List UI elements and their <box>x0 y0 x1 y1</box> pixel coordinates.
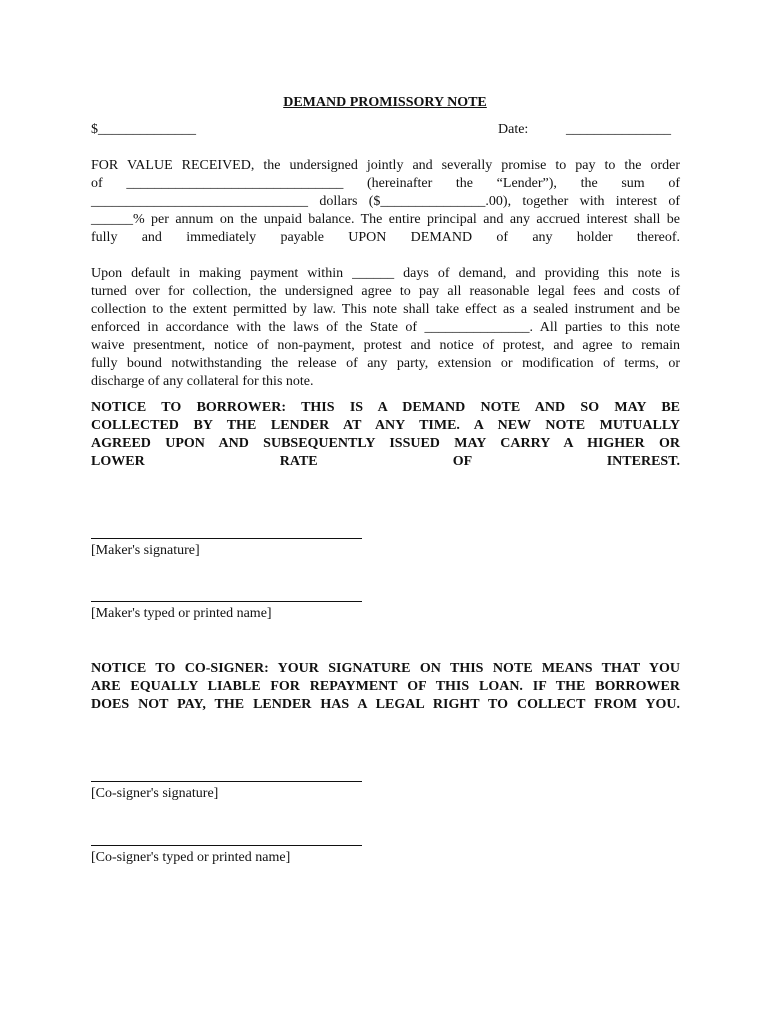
cosigner-signature-caption: [Co-signer's signature] <box>91 786 219 801</box>
paragraph-line: collection to the extent permitted by law. This note shall take effect as a sealed instrument and be <box>91 302 680 317</box>
maker-name-line <box>91 601 362 602</box>
document-title: DEMAND PROMISSORY NOTE <box>283 95 487 110</box>
date-label: Date: <box>498 122 529 137</box>
paragraph-line: Upon default in making payment within ______ days of demand, and providing this note is <box>91 266 680 281</box>
paragraph-line: fully bound notwithstanding the release of any party, extension or modification of terms, or <box>91 356 680 371</box>
paragraph-line: ______% per annum on the unpaid balance. The entire principal and any accrued interest shall be <box>91 212 680 227</box>
paragraph-line: discharge of any collateral for this note. <box>91 374 314 389</box>
paragraph-line: enforced in accordance with the laws of the State of _______________. All parties to this note <box>91 320 680 335</box>
notice-line: NOTICE TO BORROWER: THIS IS A DEMAND NOTE AND SO MAY BE <box>91 400 680 415</box>
notice-line: LOWER RATE OF INTEREST. <box>91 454 680 469</box>
cosigner-name-caption: [Co-signer's typed or printed name] <box>91 850 291 865</box>
cosigner-name-line <box>91 845 362 846</box>
paragraph-line: turned over for collection, the undersigned agree to pay all reasonable legal fees and costs of <box>91 284 680 299</box>
paragraph-line: waive presentment, notice of non-payment, protest and notice of protest, and agree to remain <box>91 338 680 353</box>
date-blank: _______________ <box>566 122 671 137</box>
maker-signature-caption: [Maker's signature] <box>91 543 200 558</box>
notice-line: NOTICE TO CO-SIGNER: YOUR SIGNATURE ON THIS NOTE MEANS THAT YOU <box>91 661 680 676</box>
notice-line: AGREED UPON AND SUBSEQUENTLY ISSUED MAY CARRY A HIGHER OR <box>91 436 680 451</box>
amount-blank: $______________ <box>91 122 196 137</box>
notice-line: DOES NOT PAY, THE LENDER HAS A LEGAL RIGHT TO COLLECT FROM YOU. <box>91 697 680 712</box>
paragraph-line: FOR VALUE RECEIVED, the undersigned jointly and severally promise to pay to the order <box>91 158 680 173</box>
notice-line: ARE EQUALLY LIABLE FOR REPAYMENT OF THIS LOAN. IF THE BORROWER <box>91 679 680 694</box>
notice-line: COLLECTED BY THE LENDER AT ANY TIME. A NEW NOTE MUTUALLY <box>91 418 680 433</box>
paragraph-line: of _______________________________ (hereinafter the “Lender”), the sum of <box>91 176 680 191</box>
cosigner-signature-line <box>91 781 362 782</box>
paragraph-line: fully and immediately payable UPON DEMAND of any holder thereof. <box>91 230 680 245</box>
paragraph-line: _______________________________ dollars ($_______________.00), together with interest of <box>91 194 680 209</box>
maker-name-caption: [Maker's typed or printed name] <box>91 606 272 621</box>
maker-signature-line <box>91 538 362 539</box>
